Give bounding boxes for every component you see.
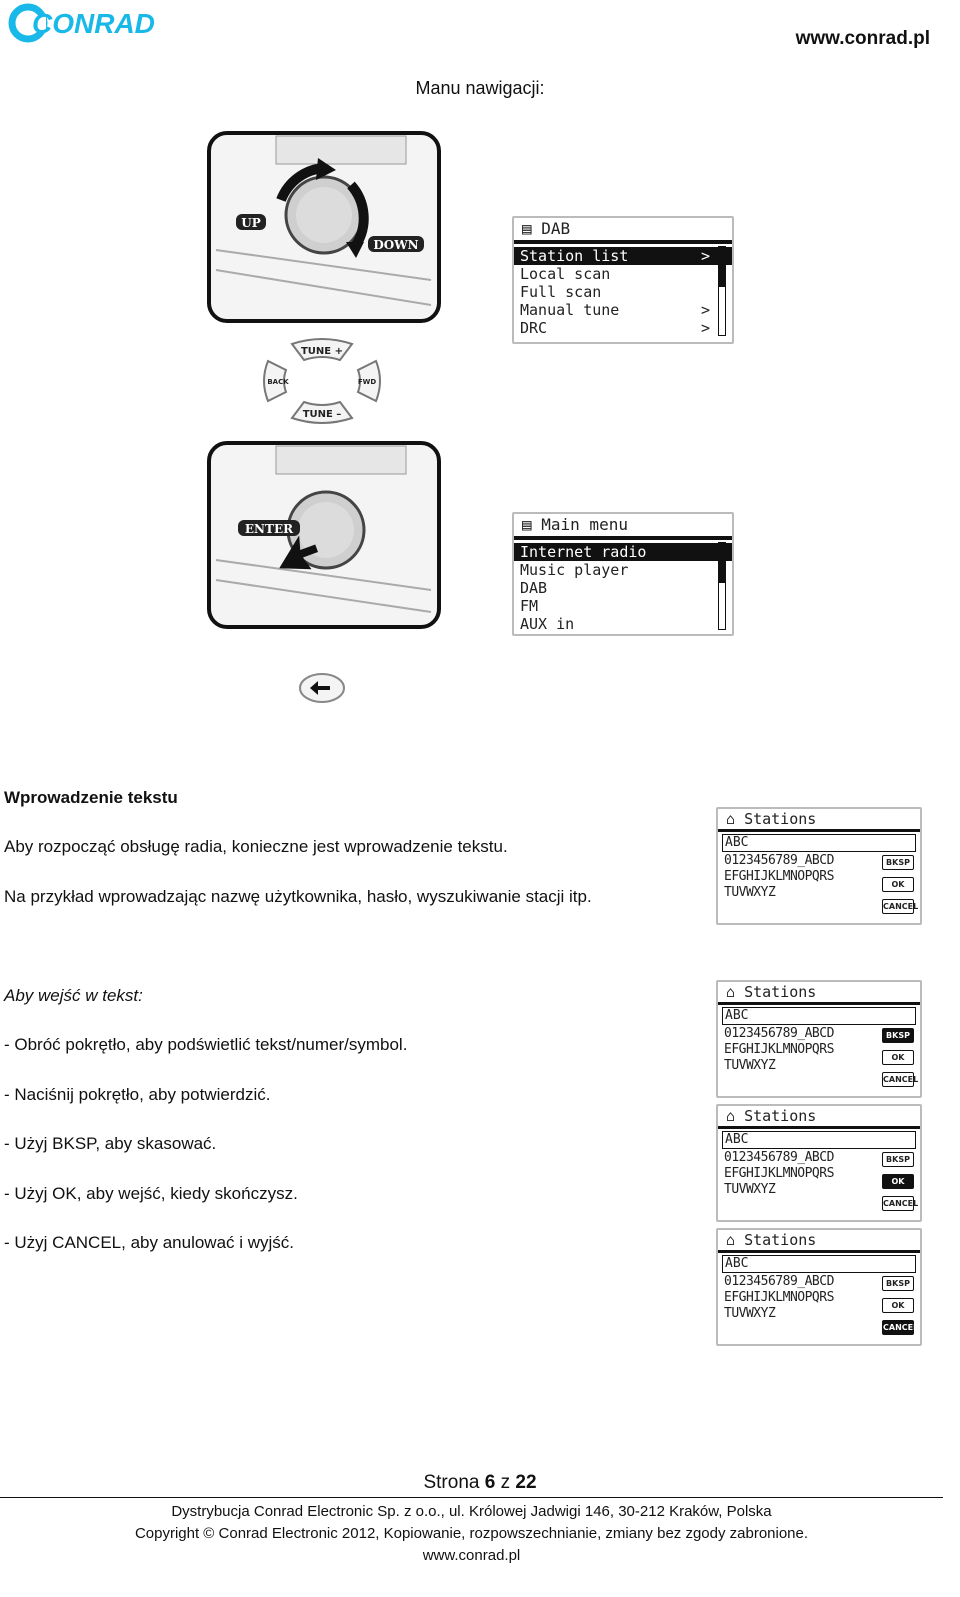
footer-divider (0, 1497, 943, 1498)
scrollbar (718, 542, 726, 630)
cancel-button: CANCEL (882, 1196, 914, 1211)
conrad-logo (6, 2, 166, 44)
footer-copyright: Copyright © Conrad Electronic 2012, Kopiowanie, rozpowszechnianie, zmiany bez zgody zabronione. (134, 1525, 809, 1542)
footer-address: Dystrybucja Conrad Electronic Sp. z o.o., ul. Królowej Jadwigi 146, 30-212 Kraków, Polska (171, 1503, 772, 1520)
menu-item: Station list > (514, 247, 732, 265)
menu-item: DRC > (520, 319, 710, 337)
scrollbar (718, 246, 726, 336)
ok-button: OK (882, 1298, 914, 1313)
step-item: - Użyj OK, aby wejść, kiedy skończysz. (4, 1184, 298, 1203)
ok-button: OK (882, 877, 914, 892)
bksp-button: BKSP (882, 855, 914, 870)
site-url[interactable]: www.conrad.pl (795, 28, 930, 49)
menu-item: AUX in (520, 615, 575, 633)
character-grid: 0123456789_ABCD EFGHIJKLMNOPQRS TUVWXYZ (724, 853, 834, 900)
main-menu-title: ▤ Main menu (514, 514, 732, 540)
station-keyboard-screen: ⌂ Stations ABC 0123456789_ABCD EFGHIJKLMNOPQRS TUVWXYZ BKSP OK CANCEL (716, 980, 922, 1098)
character-grid: 0123456789_ABCD EFGHIJKLMNOPQRS TUVWXYZ (724, 1274, 834, 1321)
svg-text:CONRAD: CONRAD (32, 8, 155, 39)
step-item: - Użyj CANCEL, aby anulować i wyjść. (4, 1233, 295, 1252)
svg-text:TUNE –: TUNE – (302, 409, 342, 420)
menu-item: Music player (520, 561, 629, 579)
step-item: - Obróć pokrętło, aby podświetlić tekst/numer/symbol. (4, 1035, 408, 1054)
text-input-display: ABC (722, 834, 916, 852)
station-keyboard-screen: ⌂ Stations ABC 0123456789_ABCD EFGHIJKLMNOPQRS TUVWXYZ BKSP OK CANCEL (716, 807, 922, 925)
character-grid: 0123456789_ABCD EFGHIJKLMNOPQRS TUVWXYZ (724, 1026, 834, 1073)
station-keyboard-screen: ⌂ Stations ABC 0123456789_ABCD EFGHIJKLMNOPQRS TUVWXYZ BKSP OK CANCEL (716, 1228, 922, 1346)
svg-text:DOWN: DOWN (373, 238, 419, 252)
radio-knob-up-down-illustration (206, 130, 442, 326)
menu-item: Internet radio (514, 543, 732, 561)
section-title: Wprowadzenie tekstu (4, 788, 178, 807)
svg-text:TUNE +: TUNE + (300, 346, 344, 357)
navigation-title: Manu nawigacji: (415, 78, 545, 98)
svg-text:BACK: BACK (267, 378, 289, 386)
dab-menu-title: ▤ DAB (514, 218, 732, 244)
menu-item: Full scan (520, 283, 602, 301)
bksp-button: BKSP (882, 1152, 914, 1167)
tune-button-pad (262, 336, 382, 426)
main-menu-screen (512, 512, 734, 636)
step-item: - Naciśnij pokrętło, aby potwierdzić. (4, 1085, 271, 1104)
footer-url[interactable]: www.conrad.pl (422, 1547, 521, 1564)
svg-text:UP: UP (241, 216, 261, 230)
menu-item: DAB (520, 579, 548, 597)
menu-item: Local scan (520, 265, 611, 283)
paragraph-intro: Aby wejść w tekst: (4, 986, 143, 1005)
text-input-display: ABC (722, 1007, 916, 1025)
cancel-button: CANCEL (882, 1320, 914, 1335)
character-grid: 0123456789_ABCD EFGHIJKLMNOPQRS TUVWXYZ (724, 1150, 834, 1197)
dab-menu-screen (512, 216, 734, 344)
svg-text:FWD: FWD (357, 378, 377, 386)
station-keyboard-screen: ⌂ Stations ABC 0123456789_ABCD EFGHIJKLMNOPQRS TUVWXYZ BKSP OK CANCEL (716, 1104, 922, 1222)
text-input-display: ABC (722, 1131, 916, 1149)
menu-item: FM (520, 597, 539, 615)
bksp-button: BKSP (882, 1276, 914, 1291)
step-item: - Użyj BKSP, aby skasować. (4, 1134, 217, 1153)
text-input-display: ABC (722, 1255, 916, 1273)
paragraph: Na przykład wprowadzając nazwę użytkownika, hasło, wyszukiwanie stacji itp. (4, 887, 592, 906)
ok-button: OK (882, 1050, 914, 1065)
ok-button: OK (882, 1174, 914, 1189)
radio-knob-enter-illustration (206, 440, 442, 632)
menu-item: Manual tune > (520, 301, 710, 319)
return-icon (298, 672, 346, 704)
page-number: Strona 6 z 22 (423, 1472, 537, 1493)
svg-text:ENTER: ENTER (244, 522, 294, 536)
bksp-button: BKSP (882, 1028, 914, 1043)
cancel-button: CANCEL (882, 899, 914, 914)
paragraph: Aby rozpocząć obsługę radia, konieczne jest wprowadzenie tekstu. (4, 837, 508, 856)
cancel-button: CANCEL (882, 1072, 914, 1087)
